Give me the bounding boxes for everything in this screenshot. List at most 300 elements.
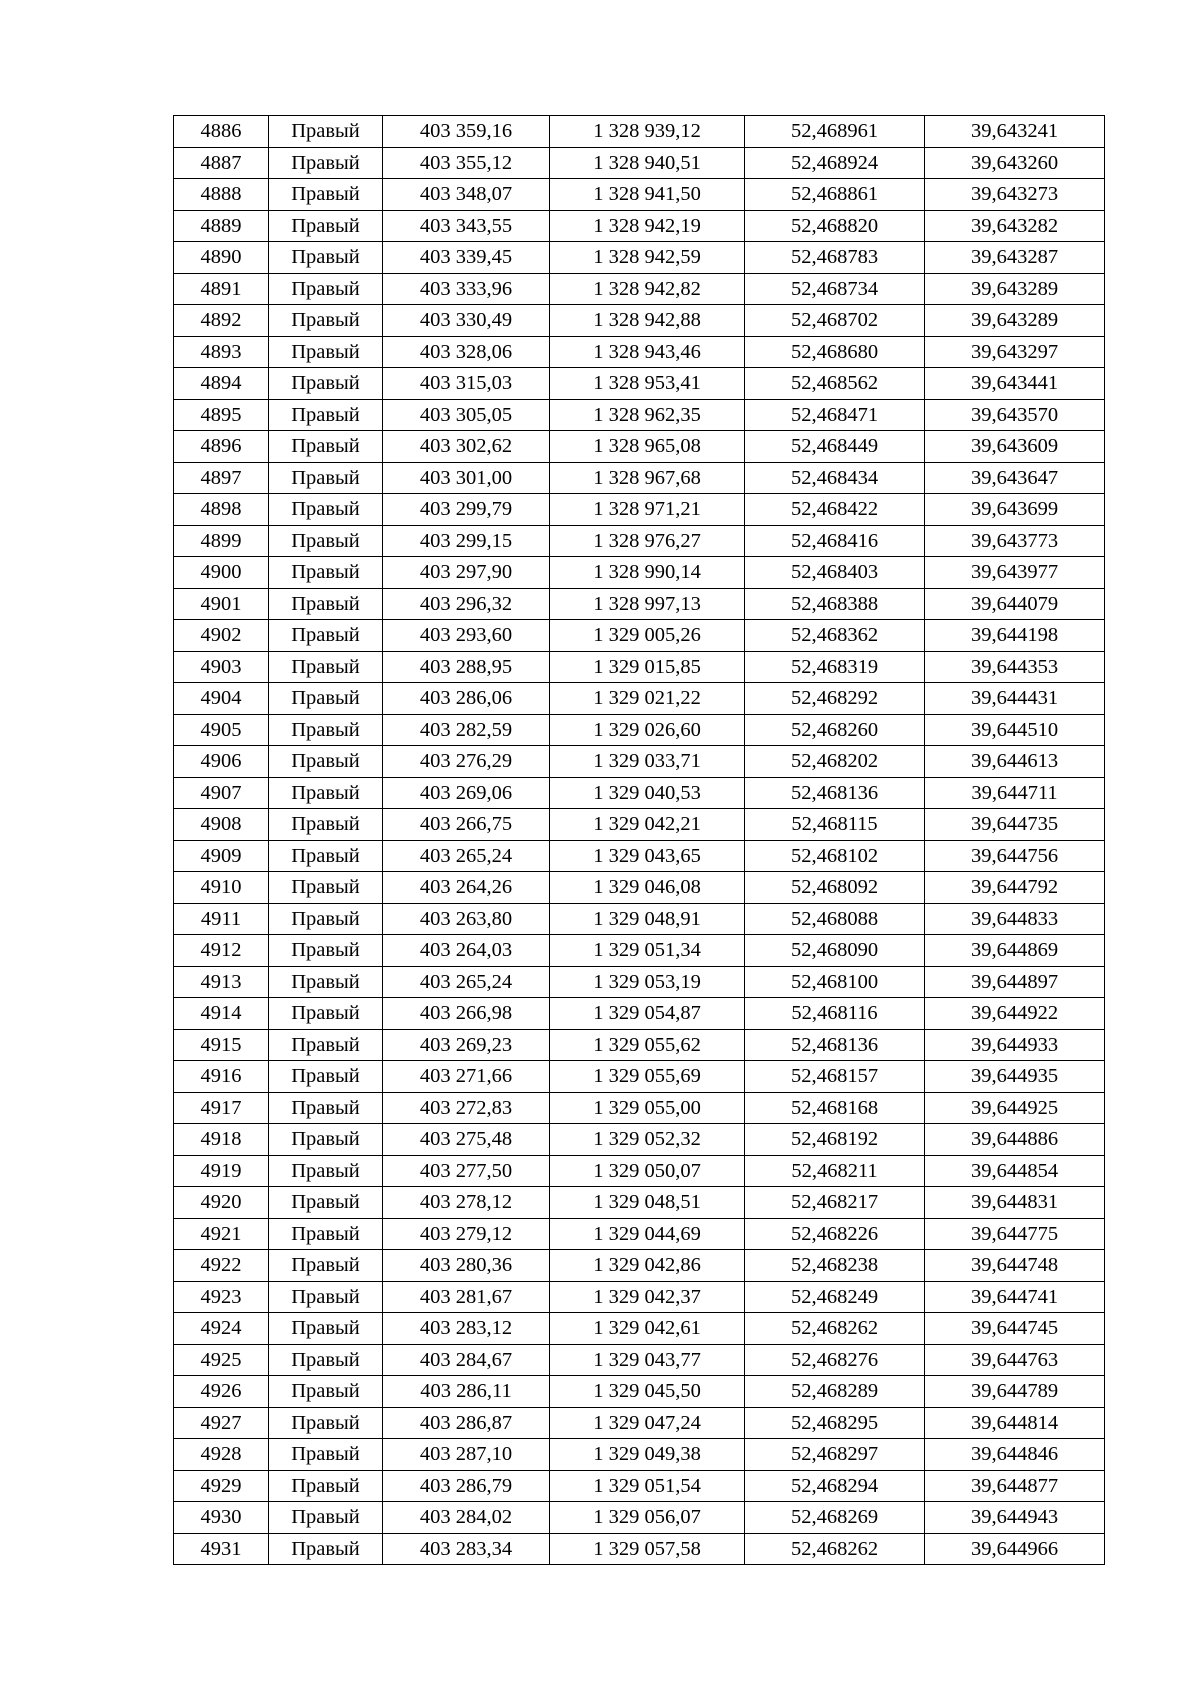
longitude-cell: 39,644763 <box>925 1344 1105 1376</box>
longitude-cell: 39,644735 <box>925 809 1105 841</box>
longitude-cell: 39,644854 <box>925 1155 1105 1187</box>
longitude-cell: 39,644943 <box>925 1502 1105 1534</box>
y-coordinate-cell: 1 329 051,34 <box>550 935 745 967</box>
latitude-cell: 52,468734 <box>745 273 925 305</box>
y-coordinate-cell: 1 329 046,08 <box>550 872 745 904</box>
side-cell: Правый <box>269 305 383 337</box>
side-cell: Правый <box>269 336 383 368</box>
longitude-cell: 39,644869 <box>925 935 1105 967</box>
longitude-cell: 39,644877 <box>925 1470 1105 1502</box>
y-coordinate-cell: 1 329 021,22 <box>550 683 745 715</box>
coordinates-table <box>173 115 1105 1565</box>
point-number-cell: 4897 <box>174 462 269 494</box>
y-coordinate-cell: 1 329 026,60 <box>550 714 745 746</box>
side-cell: Правый <box>269 1187 383 1219</box>
latitude-cell: 52,468319 <box>745 651 925 683</box>
latitude-cell: 52,468102 <box>745 840 925 872</box>
y-coordinate-cell: 1 329 048,91 <box>550 903 745 935</box>
y-coordinate-cell: 1 328 967,68 <box>550 462 745 494</box>
latitude-cell: 52,468297 <box>745 1439 925 1471</box>
point-number-cell: 4913 <box>174 966 269 998</box>
x-coordinate-cell: 403 277,50 <box>383 1155 550 1187</box>
x-coordinate-cell: 403 265,24 <box>383 966 550 998</box>
side-cell: Правый <box>269 1250 383 1282</box>
y-coordinate-cell: 1 329 005,26 <box>550 620 745 652</box>
x-coordinate-cell: 403 269,23 <box>383 1029 550 1061</box>
x-coordinate-cell: 403 264,26 <box>383 872 550 904</box>
y-coordinate-cell: 1 329 057,58 <box>550 1533 745 1565</box>
side-cell: Правый <box>269 147 383 179</box>
x-coordinate-cell: 403 288,95 <box>383 651 550 683</box>
y-coordinate-cell: 1 329 049,38 <box>550 1439 745 1471</box>
longitude-cell: 39,644756 <box>925 840 1105 872</box>
x-coordinate-cell: 403 286,79 <box>383 1470 550 1502</box>
x-coordinate-cell: 403 269,06 <box>383 777 550 809</box>
y-coordinate-cell: 1 329 043,77 <box>550 1344 745 1376</box>
table-row <box>174 651 1105 683</box>
point-number-cell: 4917 <box>174 1092 269 1124</box>
latitude-cell: 52,468294 <box>745 1470 925 1502</box>
longitude-cell: 39,643297 <box>925 336 1105 368</box>
table-row <box>174 809 1105 841</box>
longitude-cell: 39,643773 <box>925 525 1105 557</box>
point-number-cell: 4904 <box>174 683 269 715</box>
side-cell: Правый <box>269 840 383 872</box>
longitude-cell: 39,643441 <box>925 368 1105 400</box>
y-coordinate-cell: 1 329 042,86 <box>550 1250 745 1282</box>
x-coordinate-cell: 403 301,00 <box>383 462 550 494</box>
side-cell: Правый <box>269 273 383 305</box>
longitude-cell: 39,644711 <box>925 777 1105 809</box>
x-coordinate-cell: 403 348,07 <box>383 179 550 211</box>
point-number-cell: 4912 <box>174 935 269 967</box>
y-coordinate-cell: 1 329 033,71 <box>550 746 745 778</box>
longitude-cell: 39,643282 <box>925 210 1105 242</box>
point-number-cell: 4888 <box>174 179 269 211</box>
y-coordinate-cell: 1 329 054,87 <box>550 998 745 1030</box>
point-number-cell: 4900 <box>174 557 269 589</box>
x-coordinate-cell: 403 287,10 <box>383 1439 550 1471</box>
latitude-cell: 52,468416 <box>745 525 925 557</box>
table-row <box>174 273 1105 305</box>
side-cell: Правый <box>269 1439 383 1471</box>
point-number-cell: 4919 <box>174 1155 269 1187</box>
side-cell: Правый <box>269 683 383 715</box>
y-coordinate-cell: 1 329 042,37 <box>550 1281 745 1313</box>
side-cell: Правый <box>269 746 383 778</box>
latitude-cell: 52,468217 <box>745 1187 925 1219</box>
table-row <box>174 1092 1105 1124</box>
y-coordinate-cell: 1 328 942,59 <box>550 242 745 274</box>
point-number-cell: 4927 <box>174 1407 269 1439</box>
y-coordinate-cell: 1 329 047,24 <box>550 1407 745 1439</box>
x-coordinate-cell: 403 272,83 <box>383 1092 550 1124</box>
y-coordinate-cell: 1 328 943,46 <box>550 336 745 368</box>
y-coordinate-cell: 1 329 042,61 <box>550 1313 745 1345</box>
point-number-cell: 4928 <box>174 1439 269 1471</box>
point-number-cell: 4908 <box>174 809 269 841</box>
point-number-cell: 4931 <box>174 1533 269 1565</box>
side-cell: Правый <box>269 1155 383 1187</box>
point-number-cell: 4896 <box>174 431 269 463</box>
point-number-cell: 4895 <box>174 399 269 431</box>
y-coordinate-cell: 1 328 976,27 <box>550 525 745 557</box>
longitude-cell: 39,644741 <box>925 1281 1105 1313</box>
y-coordinate-cell: 1 329 055,69 <box>550 1061 745 1093</box>
side-cell: Правый <box>269 1313 383 1345</box>
y-coordinate-cell: 1 329 055,00 <box>550 1092 745 1124</box>
table-row <box>174 1502 1105 1534</box>
side-cell: Правый <box>269 935 383 967</box>
latitude-cell: 52,468157 <box>745 1061 925 1093</box>
latitude-cell: 52,468168 <box>745 1092 925 1124</box>
table-row <box>174 1061 1105 1093</box>
latitude-cell: 52,468116 <box>745 998 925 1030</box>
y-coordinate-cell: 1 328 990,14 <box>550 557 745 589</box>
x-coordinate-cell: 403 297,90 <box>383 557 550 589</box>
point-number-cell: 4887 <box>174 147 269 179</box>
table-row <box>174 1344 1105 1376</box>
side-cell: Правый <box>269 1218 383 1250</box>
side-cell: Правый <box>269 399 383 431</box>
longitude-cell: 39,643699 <box>925 494 1105 526</box>
longitude-cell: 39,643977 <box>925 557 1105 589</box>
point-number-cell: 4892 <box>174 305 269 337</box>
table-row <box>174 399 1105 431</box>
y-coordinate-cell: 1 329 040,53 <box>550 777 745 809</box>
x-coordinate-cell: 403 278,12 <box>383 1187 550 1219</box>
side-cell: Правый <box>269 242 383 274</box>
point-number-cell: 4920 <box>174 1187 269 1219</box>
x-coordinate-cell: 403 264,03 <box>383 935 550 967</box>
table-row <box>174 840 1105 872</box>
latitude-cell: 52,468192 <box>745 1124 925 1156</box>
latitude-cell: 52,468226 <box>745 1218 925 1250</box>
table-row <box>174 935 1105 967</box>
side-cell: Правый <box>269 494 383 526</box>
side-cell: Правый <box>269 1344 383 1376</box>
point-number-cell: 4898 <box>174 494 269 526</box>
latitude-cell: 52,468260 <box>745 714 925 746</box>
y-coordinate-cell: 1 328 939,12 <box>550 116 745 148</box>
x-coordinate-cell: 403 279,12 <box>383 1218 550 1250</box>
latitude-cell: 52,468249 <box>745 1281 925 1313</box>
longitude-cell: 39,644198 <box>925 620 1105 652</box>
side-cell: Правый <box>269 872 383 904</box>
latitude-cell: 52,468924 <box>745 147 925 179</box>
table-row <box>174 1533 1105 1565</box>
x-coordinate-cell: 403 281,67 <box>383 1281 550 1313</box>
side-cell: Правый <box>269 620 383 652</box>
point-number-cell: 4909 <box>174 840 269 872</box>
table-row <box>174 777 1105 809</box>
y-coordinate-cell: 1 328 962,35 <box>550 399 745 431</box>
table-row <box>174 714 1105 746</box>
longitude-cell: 39,644833 <box>925 903 1105 935</box>
x-coordinate-cell: 403 359,16 <box>383 116 550 148</box>
latitude-cell: 52,468262 <box>745 1313 925 1345</box>
side-cell: Правый <box>269 210 383 242</box>
latitude-cell: 52,468422 <box>745 494 925 526</box>
point-number-cell: 4918 <box>174 1124 269 1156</box>
table-row <box>174 998 1105 1030</box>
side-cell: Правый <box>269 116 383 148</box>
side-cell: Правый <box>269 1502 383 1534</box>
side-cell: Правый <box>269 714 383 746</box>
longitude-cell: 39,644353 <box>925 651 1105 683</box>
longitude-cell: 39,644814 <box>925 1407 1105 1439</box>
longitude-cell: 39,643273 <box>925 179 1105 211</box>
y-coordinate-cell: 1 329 044,69 <box>550 1218 745 1250</box>
x-coordinate-cell: 403 330,49 <box>383 305 550 337</box>
latitude-cell: 52,468289 <box>745 1376 925 1408</box>
x-coordinate-cell: 403 282,59 <box>383 714 550 746</box>
side-cell: Правый <box>269 588 383 620</box>
latitude-cell: 52,468471 <box>745 399 925 431</box>
table-row <box>174 242 1105 274</box>
longitude-cell: 39,644925 <box>925 1092 1105 1124</box>
side-cell: Правый <box>269 557 383 589</box>
latitude-cell: 52,468269 <box>745 1502 925 1534</box>
latitude-cell: 52,468276 <box>745 1344 925 1376</box>
table-row <box>174 746 1105 778</box>
longitude-cell: 39,643289 <box>925 305 1105 337</box>
x-coordinate-cell: 403 315,03 <box>383 368 550 400</box>
point-number-cell: 4914 <box>174 998 269 1030</box>
table-row <box>174 903 1105 935</box>
latitude-cell: 52,468202 <box>745 746 925 778</box>
y-coordinate-cell: 1 329 048,51 <box>550 1187 745 1219</box>
y-coordinate-cell: 1 328 942,88 <box>550 305 745 337</box>
table-row <box>174 1281 1105 1313</box>
y-coordinate-cell: 1 328 942,19 <box>550 210 745 242</box>
side-cell: Правый <box>269 1092 383 1124</box>
longitude-cell: 39,644745 <box>925 1313 1105 1345</box>
table-row <box>174 1470 1105 1502</box>
table-row <box>174 1187 1105 1219</box>
table-row <box>174 494 1105 526</box>
x-coordinate-cell: 403 299,79 <box>383 494 550 526</box>
table-row <box>174 336 1105 368</box>
longitude-cell: 39,644431 <box>925 683 1105 715</box>
y-coordinate-cell: 1 328 971,21 <box>550 494 745 526</box>
point-number-cell: 4893 <box>174 336 269 368</box>
longitude-cell: 39,644922 <box>925 998 1105 1030</box>
point-number-cell: 4916 <box>174 1061 269 1093</box>
latitude-cell: 52,468262 <box>745 1533 925 1565</box>
x-coordinate-cell: 403 266,75 <box>383 809 550 841</box>
table-row <box>174 116 1105 148</box>
latitude-cell: 52,468783 <box>745 242 925 274</box>
latitude-cell: 52,468211 <box>745 1155 925 1187</box>
side-cell: Правый <box>269 1281 383 1313</box>
side-cell: Правый <box>269 1029 383 1061</box>
x-coordinate-cell: 403 286,06 <box>383 683 550 715</box>
table-row <box>174 872 1105 904</box>
latitude-cell: 52,468562 <box>745 368 925 400</box>
latitude-cell: 52,468088 <box>745 903 925 935</box>
x-coordinate-cell: 403 328,06 <box>383 336 550 368</box>
table-row <box>174 368 1105 400</box>
longitude-cell: 39,644933 <box>925 1029 1105 1061</box>
coordinates-table-body <box>174 116 1105 1565</box>
y-coordinate-cell: 1 329 043,65 <box>550 840 745 872</box>
longitude-cell: 39,644897 <box>925 966 1105 998</box>
side-cell: Правый <box>269 368 383 400</box>
latitude-cell: 52,468136 <box>745 1029 925 1061</box>
point-number-cell: 4924 <box>174 1313 269 1345</box>
latitude-cell: 52,468295 <box>745 1407 925 1439</box>
x-coordinate-cell: 403 305,05 <box>383 399 550 431</box>
latitude-cell: 52,468434 <box>745 462 925 494</box>
x-coordinate-cell: 403 333,96 <box>383 273 550 305</box>
table-row <box>174 1439 1105 1471</box>
table-row <box>174 179 1105 211</box>
point-number-cell: 4891 <box>174 273 269 305</box>
point-number-cell: 4910 <box>174 872 269 904</box>
y-coordinate-cell: 1 329 056,07 <box>550 1502 745 1534</box>
x-coordinate-cell: 403 271,66 <box>383 1061 550 1093</box>
table-row <box>174 1250 1105 1282</box>
x-coordinate-cell: 403 276,29 <box>383 746 550 778</box>
side-cell: Правый <box>269 651 383 683</box>
latitude-cell: 52,468136 <box>745 777 925 809</box>
y-coordinate-cell: 1 328 953,41 <box>550 368 745 400</box>
longitude-cell: 39,643609 <box>925 431 1105 463</box>
table-row <box>174 525 1105 557</box>
longitude-cell: 39,644789 <box>925 1376 1105 1408</box>
side-cell: Правый <box>269 1533 383 1565</box>
table-row <box>174 557 1105 589</box>
latitude-cell: 52,468961 <box>745 116 925 148</box>
point-number-cell: 4921 <box>174 1218 269 1250</box>
point-number-cell: 4929 <box>174 1470 269 1502</box>
table-row <box>174 1376 1105 1408</box>
table-row <box>174 305 1105 337</box>
x-coordinate-cell: 403 266,98 <box>383 998 550 1030</box>
table-row <box>174 966 1105 998</box>
y-coordinate-cell: 1 328 941,50 <box>550 179 745 211</box>
latitude-cell: 52,468702 <box>745 305 925 337</box>
table-row <box>174 1407 1105 1439</box>
point-number-cell: 4930 <box>174 1502 269 1534</box>
longitude-cell: 39,643647 <box>925 462 1105 494</box>
longitude-cell: 39,644831 <box>925 1187 1105 1219</box>
x-coordinate-cell: 403 286,87 <box>383 1407 550 1439</box>
side-cell: Правый <box>269 777 383 809</box>
side-cell: Правый <box>269 179 383 211</box>
point-number-cell: 4915 <box>174 1029 269 1061</box>
table-row <box>174 210 1105 242</box>
y-coordinate-cell: 1 329 050,07 <box>550 1155 745 1187</box>
latitude-cell: 52,468388 <box>745 588 925 620</box>
latitude-cell: 52,468115 <box>745 809 925 841</box>
latitude-cell: 52,468100 <box>745 966 925 998</box>
point-number-cell: 4903 <box>174 651 269 683</box>
x-coordinate-cell: 403 296,32 <box>383 588 550 620</box>
table-row <box>174 683 1105 715</box>
point-number-cell: 4890 <box>174 242 269 274</box>
point-number-cell: 4923 <box>174 1281 269 1313</box>
latitude-cell: 52,468090 <box>745 935 925 967</box>
y-coordinate-cell: 1 329 053,19 <box>550 966 745 998</box>
longitude-cell: 39,644846 <box>925 1439 1105 1471</box>
side-cell: Правый <box>269 1124 383 1156</box>
side-cell: Правый <box>269 903 383 935</box>
x-coordinate-cell: 403 283,34 <box>383 1533 550 1565</box>
point-number-cell: 4901 <box>174 588 269 620</box>
longitude-cell: 39,644748 <box>925 1250 1105 1282</box>
side-cell: Правый <box>269 1470 383 1502</box>
y-coordinate-cell: 1 329 015,85 <box>550 651 745 683</box>
point-number-cell: 4905 <box>174 714 269 746</box>
side-cell: Правый <box>269 998 383 1030</box>
longitude-cell: 39,644510 <box>925 714 1105 746</box>
longitude-cell: 39,644792 <box>925 872 1105 904</box>
side-cell: Правый <box>269 462 383 494</box>
x-coordinate-cell: 403 355,12 <box>383 147 550 179</box>
x-coordinate-cell: 403 302,62 <box>383 431 550 463</box>
point-number-cell: 4894 <box>174 368 269 400</box>
table-row <box>174 588 1105 620</box>
table-row <box>174 431 1105 463</box>
y-coordinate-cell: 1 329 051,54 <box>550 1470 745 1502</box>
x-coordinate-cell: 403 299,15 <box>383 525 550 557</box>
latitude-cell: 52,468449 <box>745 431 925 463</box>
latitude-cell: 52,468680 <box>745 336 925 368</box>
point-number-cell: 4926 <box>174 1376 269 1408</box>
side-cell: Правый <box>269 1376 383 1408</box>
longitude-cell: 39,644775 <box>925 1218 1105 1250</box>
table-row <box>174 462 1105 494</box>
x-coordinate-cell: 403 263,80 <box>383 903 550 935</box>
longitude-cell: 39,643287 <box>925 242 1105 274</box>
x-coordinate-cell: 403 283,12 <box>383 1313 550 1345</box>
longitude-cell: 39,643241 <box>925 116 1105 148</box>
point-number-cell: 4902 <box>174 620 269 652</box>
latitude-cell: 52,468820 <box>745 210 925 242</box>
latitude-cell: 52,468861 <box>745 179 925 211</box>
y-coordinate-cell: 1 329 055,62 <box>550 1029 745 1061</box>
longitude-cell: 39,644079 <box>925 588 1105 620</box>
x-coordinate-cell: 403 284,02 <box>383 1502 550 1534</box>
side-cell: Правый <box>269 1407 383 1439</box>
y-coordinate-cell: 1 329 052,32 <box>550 1124 745 1156</box>
x-coordinate-cell: 403 343,55 <box>383 210 550 242</box>
longitude-cell: 39,643289 <box>925 273 1105 305</box>
latitude-cell: 52,468362 <box>745 620 925 652</box>
latitude-cell: 52,468403 <box>745 557 925 589</box>
x-coordinate-cell: 403 265,24 <box>383 840 550 872</box>
side-cell: Правый <box>269 1061 383 1093</box>
x-coordinate-cell: 403 275,48 <box>383 1124 550 1156</box>
point-number-cell: 4922 <box>174 1250 269 1282</box>
longitude-cell: 39,644886 <box>925 1124 1105 1156</box>
y-coordinate-cell: 1 328 965,08 <box>550 431 745 463</box>
point-number-cell: 4907 <box>174 777 269 809</box>
point-number-cell: 4889 <box>174 210 269 242</box>
x-coordinate-cell: 403 284,67 <box>383 1344 550 1376</box>
x-coordinate-cell: 403 286,11 <box>383 1376 550 1408</box>
longitude-cell: 39,644613 <box>925 746 1105 778</box>
y-coordinate-cell: 1 328 997,13 <box>550 588 745 620</box>
y-coordinate-cell: 1 329 042,21 <box>550 809 745 841</box>
table-row <box>174 620 1105 652</box>
y-coordinate-cell: 1 329 045,50 <box>550 1376 745 1408</box>
point-number-cell: 4906 <box>174 746 269 778</box>
latitude-cell: 52,468238 <box>745 1250 925 1282</box>
side-cell: Правый <box>269 431 383 463</box>
